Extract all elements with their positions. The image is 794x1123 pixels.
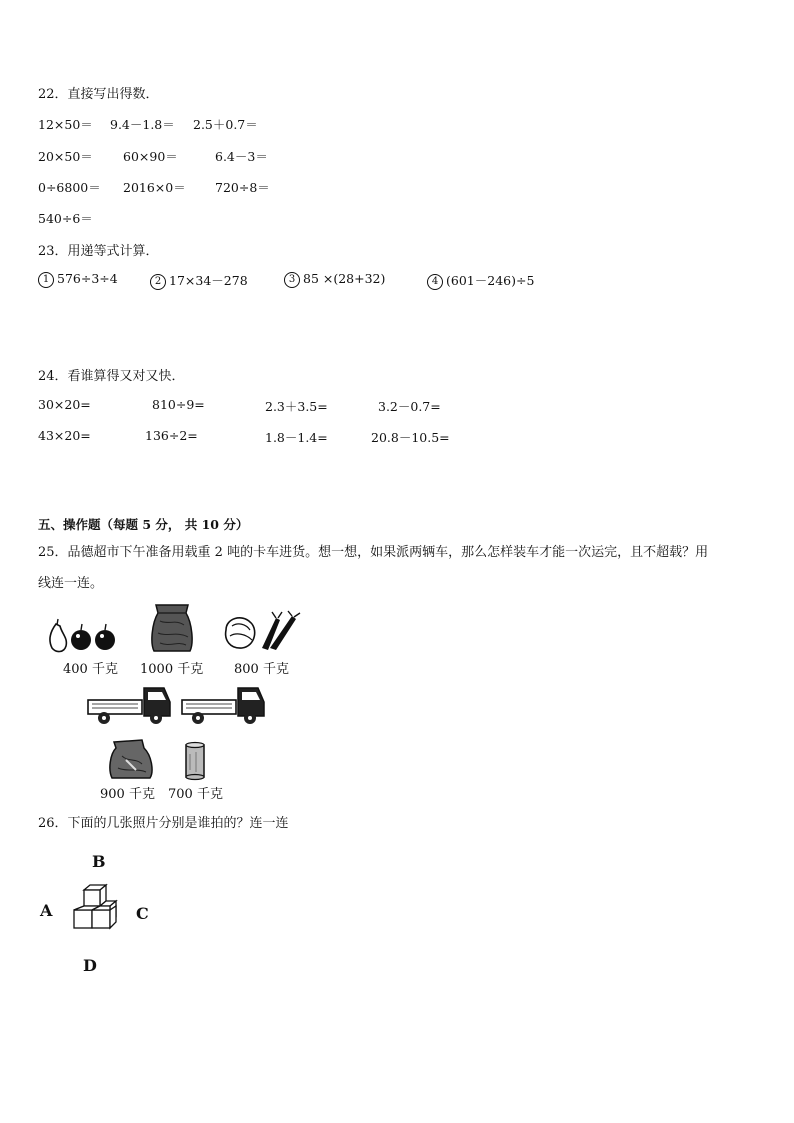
q26-title: 26．下面的几张照片分别是谁拍的？连一连 <box>38 816 289 831</box>
q23-item <box>427 271 534 290</box>
circled-number: 3 <box>284 272 300 288</box>
q22-expr: 60×90＝ <box>123 149 178 164</box>
q23-expr: 85 ×(28+32) <box>303 271 386 286</box>
q24-expr: 136÷2= <box>145 428 198 443</box>
viewer-label-a: A <box>40 901 53 920</box>
q22-expr: 540÷6＝ <box>38 211 93 226</box>
q23-item <box>284 271 385 288</box>
bag-icon <box>108 738 154 780</box>
fruit-icon <box>46 618 118 654</box>
q22-expr: 20×50＝ <box>38 149 93 164</box>
q24-title: 24．看谁算得又对又快． <box>38 369 185 384</box>
q23-item <box>38 271 118 288</box>
viewer-label-c: C <box>136 904 149 923</box>
circled-number: 2 <box>150 274 166 290</box>
q22-title: 22．直接写出得数． <box>38 87 159 102</box>
viewer-label-b: B <box>92 852 106 871</box>
weight-label: 900 千克 <box>100 787 155 802</box>
q22-expr: 2.5＋0.7＝ <box>193 117 258 132</box>
q22-expr: 720÷8＝ <box>215 180 270 195</box>
q24-expr: 1.8－1.4= <box>265 430 328 445</box>
section-heading: 五、操作题（每题 5 分， 共 10 分） <box>38 517 249 532</box>
q23-item <box>150 271 248 290</box>
weight-label: 700 千克 <box>168 787 223 802</box>
circled-number: 1 <box>38 272 54 288</box>
q23-title: 23．用递等式计算． <box>38 244 159 259</box>
viewer-label-d: D <box>83 956 97 975</box>
q23-expr: 576÷3÷4 <box>57 271 118 286</box>
weight-label: 800 千克 <box>234 662 289 677</box>
cube-stack-icon <box>70 884 122 940</box>
q22-expr: 9.4－1.8＝ <box>110 117 175 132</box>
grain-sack-icon <box>148 603 196 653</box>
circled-number: 4 <box>427 274 443 290</box>
q23-expr: (601－246)÷5 <box>446 273 535 288</box>
can-icon <box>184 742 206 780</box>
q25-text-line1: 25．品德超市下午准备用载重 2 吨的卡车进货。想一想，如果派两辆车，那么怎样装车才能一次运完，且不超载？用 <box>38 545 709 560</box>
q24-expr: 810÷9= <box>152 397 205 412</box>
q24-expr: 30×20= <box>38 397 91 412</box>
q23-expr: 17×34－278 <box>169 273 248 288</box>
q24-expr: 20.8－10.5= <box>371 430 450 445</box>
q24-expr: 2.3＋3.5= <box>265 399 328 414</box>
weight-label: 400 千克 <box>63 662 118 677</box>
q22-expr: 6.4－3＝ <box>215 149 268 164</box>
truck-icon[interactable] <box>180 684 268 726</box>
q22-expr: 12×50＝ <box>38 117 93 132</box>
q22-expr: 2016×0＝ <box>123 180 186 195</box>
q24-expr: 43×20= <box>38 428 91 443</box>
q24-expr: 3.2－0.7= <box>378 399 441 414</box>
truck-icon[interactable] <box>86 684 174 726</box>
vegetables-icon <box>222 612 302 652</box>
q22-expr: 0÷6800＝ <box>38 180 101 195</box>
q25-text-line2: 线连一连。 <box>38 576 104 591</box>
weight-label: 1000 千克 <box>140 662 204 677</box>
